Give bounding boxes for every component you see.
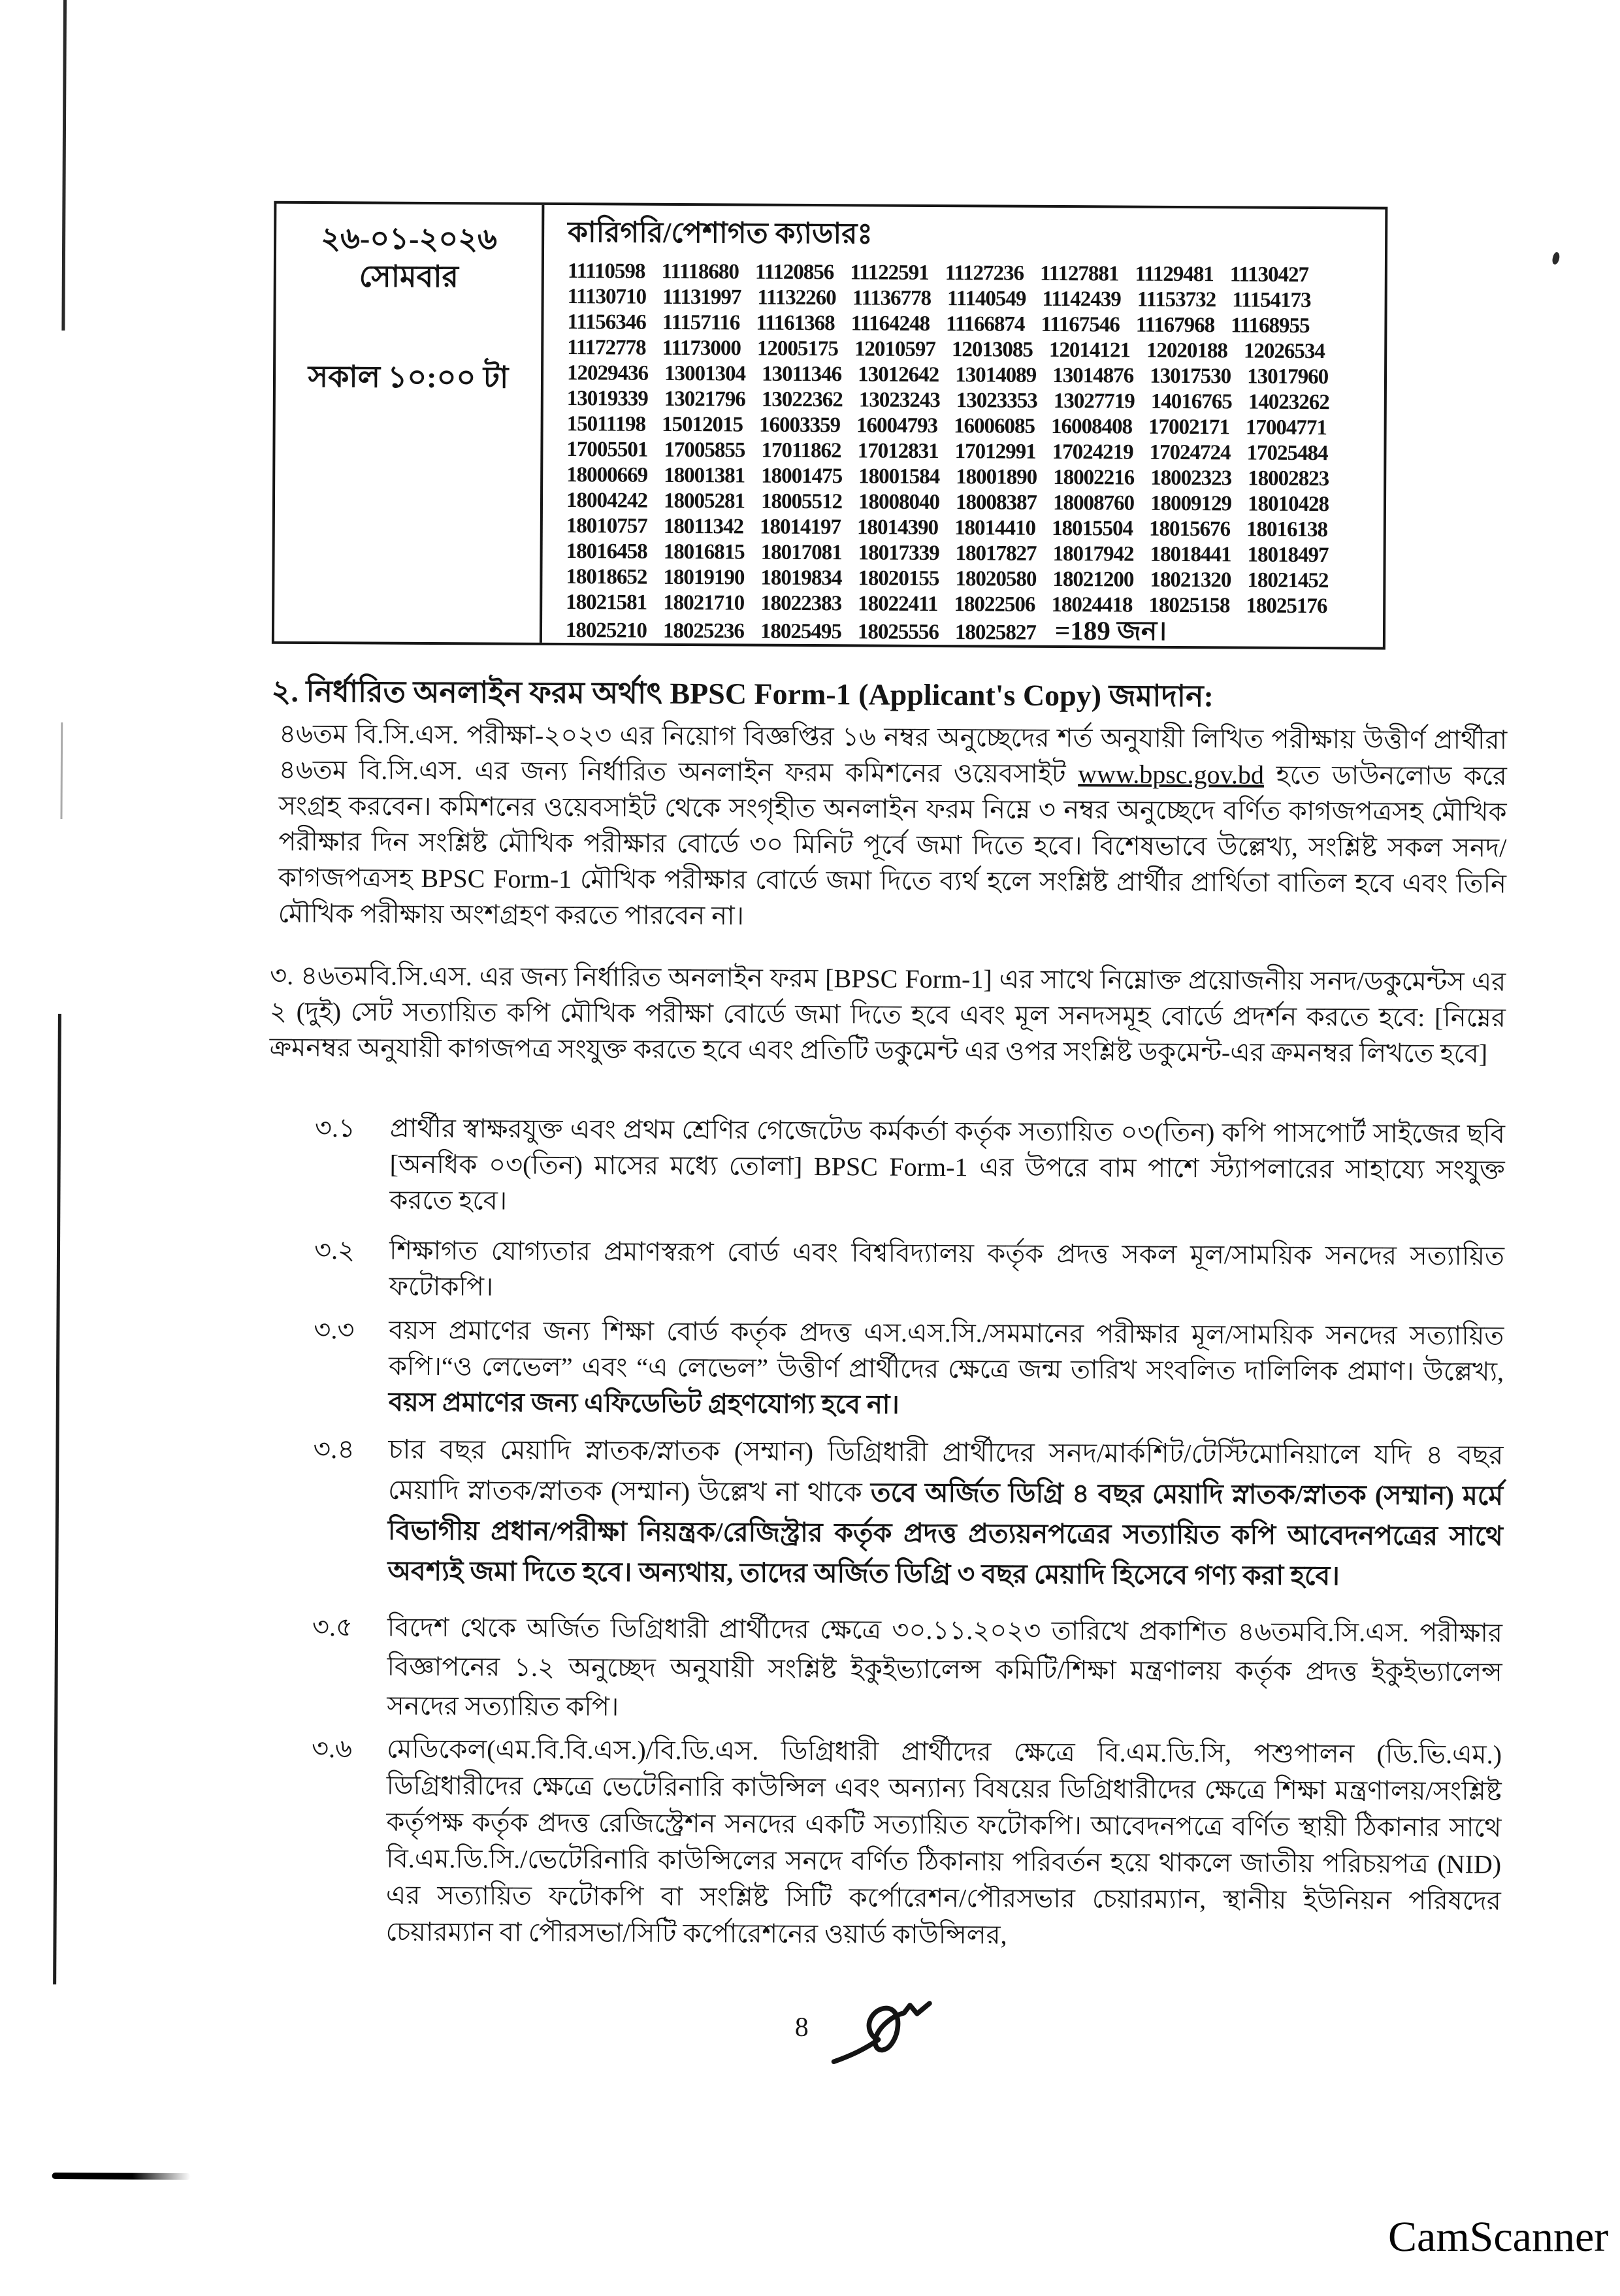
roll-number: 11120856 (754, 260, 834, 285)
text-segment: হতে ডাউনলোড করে সংগ্রহ করবেন। কমিশনের ওয়েবসাইট থেকে সংগৃহীত অনলাইন ফরম নিম্নে ৩ নম্বর অনুচ্ছেদে বর্ণিত কাগজপত্রসহ মৌখিক পরীক্ষার দিন সংশ্লিষ্ট মৌখিক পরীক্ষার বোর্ডে ৩০ মিনিট পূর্বে জমা দিতে হবে। বিশেষভাবে উল্লেখ্য, সংশ্লিষ্ট সকল সনদ/কাগজপত্রসহ (278, 760, 1507, 893)
roll-number: 12029436 (566, 361, 649, 385)
camscanner-brand-text: CamScanner (1388, 2212, 1609, 2261)
roll-number: 11132260 (757, 285, 836, 310)
roll-number: 18021320 (1150, 568, 1231, 592)
roll-number: 11161368 (756, 311, 835, 336)
roll-number: 18001584 (858, 464, 940, 489)
section-2-paragraph (278, 716, 1508, 938)
roll-number-row (566, 462, 1377, 492)
roll-number: 18021710 (663, 590, 745, 615)
roll-number: 11156346 (567, 310, 646, 334)
roll-number: 17025484 (1246, 441, 1328, 466)
roll-number: 16008408 (1050, 414, 1133, 439)
roll-number-row (566, 590, 1376, 619)
page-number: 8 (794, 2012, 809, 2043)
roll-number: 11127881 (1039, 261, 1119, 286)
roll-number: 11130427 (1229, 263, 1309, 287)
roll-number: 18024418 (1051, 592, 1133, 617)
item-3-5 (266, 1608, 1502, 1732)
item-3-4-text (387, 1429, 1503, 1597)
roll-number: 18016138 (1246, 517, 1328, 542)
scan-edge-line-bottom (53, 1014, 61, 1984)
roll-number: 17012991 (954, 440, 1036, 464)
roll-number: 11173000 (662, 336, 741, 361)
signature-scribble (828, 1997, 943, 2077)
roll-number: 18020580 (955, 567, 1037, 591)
roll-number: 18016458 (566, 540, 647, 564)
roll-number: 18025556 (857, 620, 939, 645)
text-segment: জমাদান: (1101, 679, 1214, 713)
item-3-4-number: ৩.৪ (313, 1434, 355, 1464)
roll-number: 16003359 (758, 413, 841, 438)
roll-number: 17011862 (761, 438, 841, 463)
roll-number: 12013085 (951, 338, 1033, 362)
roll-number: 18014410 (954, 516, 1036, 540)
roll-number: 18001381 (664, 463, 745, 488)
roll-number: 17024219 (1052, 440, 1133, 464)
scan-ink-speck (1551, 251, 1561, 265)
roll-number: 12026534 (1243, 339, 1325, 364)
roll-number: 18002216 (1053, 465, 1135, 490)
roll-number: 15011198 (566, 412, 646, 436)
roll-number: 11154173 (1232, 288, 1311, 313)
roll-number: 17012831 (857, 439, 939, 464)
text-segment: মেডিকেল(এম.বি.বি.এস.)/বি.ডি.এস. ডিগ্রিধারী প্রার্থীদের ক্ষেত্রে বি.এম.ডি.সি, পশুপালন (ডি.ভি.এম.) ডিগ্রিধারীদের ক্ষেত্রে ভেটেরিনারি কাউন্সিল এবং অন্যান্য বিষয়ের ডিগ্রিধারীদের ক্ষেত্রে শিক্ষা মন্ত্রণালয়/সংশ্লিষ্ট কর্তৃপক্ষ কর্তৃক প্রদত্ত রেজিস্ট্রেশন সনদের একটি সত্যায়িত ফটোকপি। আবেদনপত্রে বর্ণিত স্থায়ী ঠিকানার সাথে বি.এম.ডি.সি./ভেটেরিনারি কাউন্সিলের সনদে বর্ণিত ঠিকানায় পরিবর্তন হয়ে থাকলে জাতীয় পরিচয়পত্র (386, 1734, 1502, 1879)
item-3-1 (268, 1110, 1505, 1224)
item-3-3 (268, 1312, 1504, 1426)
text-segment: চার বছর মেয়াদি স্নাতক/স্নাতক (সম্মান) ডিগ্রিধারী প্রার্থীদের সনদ/মার্কশিট/টেস্টিমোনিয়ালে যদি ৪ বছর মেয়াদি স্নাতক/স্নাতক (সম্মান) উল্লেখ না থাকে (387, 1434, 1504, 1508)
roll-number-list (566, 259, 1378, 647)
text-segment: [BPSC Form-1] (825, 963, 992, 994)
cs-initials: CS (1318, 2215, 1363, 2250)
roll-number: 18015504 (1051, 516, 1133, 541)
roll-number: 13017530 (1150, 364, 1231, 389)
roll-number: 18025495 (760, 619, 842, 644)
text-segment: ৩. ৪৬তমবি.সি.এস. এর জন্য নির্ধারিত অনলাইন ফরম (270, 960, 826, 994)
text-segment: মৌখিক পরীক্ষার বোর্ডে জমা দিতে ব্যর্থ হলে সংশ্লিষ্ট প্রার্থীর প্রার্থিতা বাতিল হবে এবং তিনি মৌখিক পরীক্ষায় অংশগ্রহণ করতে পারবেন না। (278, 864, 1507, 931)
exam-day: সোমবার (359, 259, 459, 294)
roll-number: 18001475 (761, 464, 843, 489)
text-segment: শিক্ষাগত যোগ্যতার প্রমাণস্বরূপ বোর্ড এবং বিশ্ববিদ্যালয় কর্তৃক প্রদত্ত সকল মূল/সাময়িক সনদের সত্যায়িত ফটোকপি। (389, 1235, 1505, 1302)
roll-number: 12010597 (854, 337, 936, 362)
page-footer (794, 2007, 991, 2086)
roll-number: 18021452 (1247, 568, 1329, 593)
text-segment: ৪৬তম বি.সি.এস. পরীক্ষা-২০২৩ এর নিয়োগ বিজ্ঞপ্তির ১৬ নম্বর অনুচ্ছেদের শর্ত অনুযায়ী লিখিত পরীক্ষায় উত্তীর্ণ প্রার্থীরা ৪৬তম বি.সি.এস. এর জন্য নির্ধারিত অনলাইন ফরম কমিশনের ওয়েবসাইট (278, 719, 1508, 789)
roll-number: 18004242 (566, 489, 648, 513)
text-segment: BPSC Form-1 (421, 863, 572, 894)
exam-schedule-table (272, 201, 1388, 650)
roll-number: 11172778 (567, 336, 646, 360)
roll-number: 13012642 (858, 363, 939, 387)
roll-number: 17005855 (664, 438, 745, 462)
roll-number: 11131997 (662, 285, 741, 310)
section-2-heading (271, 669, 1214, 724)
text-segment: BPSC Form-1 (Applicant's Copy) (670, 676, 1102, 713)
roll-number: 18008040 (858, 490, 940, 515)
roll-number: 18014390 (856, 515, 939, 540)
roll-number: 18019834 (760, 566, 842, 590)
exam-date: ২৬-০১-২০২৬ (321, 221, 498, 256)
item-3-3-text (389, 1312, 1504, 1426)
roll-number: 18025236 (662, 619, 745, 643)
roll-number: 15012015 (661, 412, 743, 437)
item-3-2 (268, 1232, 1505, 1310)
scan-corner-mark (52, 2173, 191, 2180)
roll-number: 11157116 (662, 310, 740, 335)
roll-number: 11122591 (850, 261, 929, 285)
roll-number: 18022383 (760, 591, 842, 616)
roll-number: 17005501 (566, 438, 648, 462)
roll-number: 17002171 (1148, 415, 1230, 440)
roll-number: 18022506 (954, 592, 1035, 617)
roll-number: 11118680 (661, 259, 739, 284)
roll-number: 18018497 (1247, 543, 1329, 568)
roll-number: 16004793 (856, 413, 938, 438)
item-3-4 (267, 1429, 1503, 1597)
item-3-1-text (389, 1110, 1505, 1224)
roll-number-row (566, 513, 1377, 543)
roll-number-row (567, 361, 1378, 390)
roll-number: 13001304 (664, 361, 746, 386)
roll-number: 18005281 (663, 489, 745, 513)
roll-number: 13017960 (1247, 364, 1329, 389)
roll-number-row (566, 437, 1377, 466)
exam-time: সকাল ১০:০০ টা (308, 359, 509, 395)
roll-number: 18009129 (1150, 491, 1232, 516)
roll-number: 11140549 (947, 287, 1026, 311)
item-3-6-text (385, 1731, 1502, 1956)
text-segment: (NID) (1437, 1849, 1502, 1879)
roll-number-row (566, 615, 1376, 647)
roll-number: 13014089 (955, 363, 1037, 387)
roll-number: 14016765 (1150, 389, 1232, 414)
scan-edge-line-middle (60, 722, 63, 819)
item-3-3-number: ৩.৩ (314, 1315, 355, 1345)
roll-number-row (566, 564, 1376, 594)
candidate-total-count: =189 জন। (1054, 615, 1167, 646)
item-3-6 (265, 1730, 1502, 1956)
roll-number: 18011342 (663, 514, 744, 539)
roll-number: 13021796 (664, 387, 745, 412)
roll-number: 18018652 (566, 565, 647, 589)
roll-number: 18017339 (858, 541, 939, 566)
roll-number: 11127236 (945, 261, 1024, 285)
roll-number: 18025176 (1246, 594, 1327, 619)
roll-number: 18002823 (1248, 466, 1329, 491)
section-3-items (265, 1110, 1505, 1956)
text-segment: www.bpsc.gov.bd (1078, 759, 1265, 790)
roll-number: 13023353 (956, 389, 1037, 413)
text-segment: তবে অর্জিত ডিগ্রি ৪ বছর মেয়াদি স্নাতক/স্নাতক (সম্মান) মর্মে বিভাগীয় প্রধান/পরীক্ষা নিয়ন্ত্রক/রেজিস্ট্রার কর্তৃক প্রদত্ত প্রত্যয়নপত্রের সত্যায়িত কপি আবেদনপত্রের সাথে অবশ্যই জমা দিতে হবে। অন্যথায়, তাদের অর্জিত ডিগ্রি ৩ বছর মেয়াদি হিসেবে গণ্য করা হবে। (387, 1477, 1504, 1591)
item-3-5-text (387, 1608, 1502, 1732)
text-segment: বয়স প্রমাণের জন্য শিক্ষা বোর্ড কর্তৃক প্রদত্ত এস.এস.সি./সমমানের পরীক্ষার মূল/সাময়িক সনদের সত্যায়িত কপি।“ও লেভেল” এবং “এ লেভেল” উত্তীর্ণ প্রার্থীদের ক্ষেত্রে জন্ম তারিখ সংবলিত দালিলিক প্রমাণ। উল্লেখ্য, (388, 1315, 1504, 1387)
text-segment: বয়স প্রমাণের জন্য এফিডেভিট গ্রহণযোগ্য হবে না। (388, 1387, 899, 1419)
roll-number: 11167546 (1041, 312, 1120, 337)
section-3-intro (269, 958, 1506, 1072)
roll-number: 18002323 (1150, 466, 1232, 491)
roll-number: 18020155 (858, 566, 939, 591)
roll-number: 18010428 (1247, 492, 1329, 517)
scan-edge-line-top (61, 0, 67, 331)
roll-number: 16006085 (953, 414, 1035, 438)
roll-number: 12005175 (756, 336, 839, 361)
roll-number: 13027719 (1053, 389, 1135, 413)
roll-number: 11168955 (1231, 314, 1310, 338)
text-segment: BPSC Form-1 (813, 1152, 968, 1182)
roll-number: 17004771 (1245, 415, 1327, 440)
roll-number-row (567, 412, 1378, 441)
roll-number: 13011346 (761, 362, 842, 387)
item-3-1-number: ৩.১ (314, 1113, 356, 1143)
text-segment: বিদেশ থেকে অর্জিত ডিগ্রিধারী প্রার্থীদের ক্ষেত্রে ৩০.১১.২০২৩ তারিখে প্রকাশিত ৪৬তমবি.সি.এস. পরীক্ষার বিজ্ঞাপনের ১.২ অনুচ্ছেদ অনুযায়ী সংশ্লিষ্ট ইকুইভ্যালেন্স কমিটি/শিক্ষা মন্ত্রণালয় কর্তৃক প্রদত্ত ইকুইভ্যালেন্স সনদের সত্যায়িত কপি। (387, 1612, 1503, 1722)
roll-number: 18010757 (566, 514, 647, 538)
roll-number-row (567, 310, 1378, 339)
text-segment: এর উপরে বাম পাশে স্ট্যাপলারের সাহায্যে সংযুক্ত করতে হবে। (389, 1152, 1505, 1216)
roll-number: 18021200 (1052, 567, 1134, 592)
roll-number: 18001890 (956, 465, 1037, 489)
camscanner-logo-icon (1309, 2206, 1371, 2268)
roll-number: 11129481 (1135, 262, 1214, 287)
roll-number: 11136778 (852, 286, 932, 310)
roll-number: 11130710 (567, 285, 647, 309)
roll-number-row (566, 488, 1377, 517)
roll-number: 12014121 (1048, 338, 1131, 363)
roll-number: 18017081 (760, 540, 842, 565)
item-3-5-number: ৩.৫ (312, 1612, 353, 1642)
text-segment: প্রার্থীর স্বাক্ষরযুক্ত এবং প্রথম শ্রেণির গেজেটেড কর্মকর্তা কর্তৃক সত্যায়িত ০৩(তিন) কপি পাসপোর্ট সাইজের ছবি [অনধিক ০৩(তিন) মাসের মধ্যে তোলা] (389, 1113, 1506, 1182)
item-3-2-number: ৩.২ (314, 1235, 355, 1265)
roll-number: 18005512 (760, 489, 843, 514)
roll-number: 11153732 (1137, 287, 1216, 312)
roll-number: 18025827 (954, 621, 1037, 645)
roll-number: 11142439 (1042, 287, 1121, 312)
roll-number: 11167968 (1135, 313, 1215, 338)
roll-number-row (568, 259, 1378, 288)
exam-datetime-cell (274, 204, 545, 643)
roll-number: 11110598 (567, 259, 645, 283)
text-segment: ২. নির্ধারিত অনলাইন ফরম অর্থাৎ (271, 674, 670, 710)
roll-number: 13019339 (566, 387, 648, 411)
roll-number: 11166874 (945, 312, 1025, 336)
roll-number-row (567, 335, 1378, 364)
roll-number-row (568, 284, 1378, 314)
roll-number: 18025210 (565, 619, 647, 643)
roll-number-row (566, 539, 1377, 568)
roll-number-row (567, 386, 1378, 415)
roll-number: 18018441 (1150, 542, 1231, 567)
roll-number: 18015676 (1148, 517, 1231, 542)
text-segment: এর সত্যায়িত ফটোকপি বা সংশ্লিষ্ট সিটি কর্পোরেশন/পৌরসভার চেয়ারম্যান, স্থানীয় ইউনিয়ন পরিষদের চেয়ারম্যান বা পৌরসভা/সিটি কর্পোরেশনের ওয়ার্ড কাউন্সিলর, (385, 1880, 1501, 1950)
roll-number: 18014197 (759, 515, 841, 540)
cadre-roll-cell (542, 205, 1385, 647)
roll-number: 13023243 (858, 388, 940, 413)
roll-number: 18021581 (566, 590, 647, 615)
cadre-heading: কারিগরি/পেশাগত ক্যাডারঃ (568, 216, 873, 250)
roll-number: 18016815 (663, 540, 745, 564)
roll-number: 18008760 (1052, 491, 1135, 515)
roll-number: 13014876 (1052, 363, 1134, 388)
roll-number: 13022362 (761, 387, 843, 412)
roll-number: 17024724 (1149, 440, 1231, 465)
item-3-2-text (389, 1233, 1505, 1310)
roll-number: 18017827 (955, 542, 1037, 566)
roll-number: 18022411 (858, 592, 938, 617)
roll-number: 18019190 (663, 565, 745, 590)
roll-number: 18017942 (1052, 542, 1134, 566)
roll-number: 18008387 (955, 491, 1037, 515)
cs-accent-bar (1309, 2257, 1371, 2268)
roll-number: 18000669 (566, 463, 648, 487)
text-segment: এর সাথে নিম্নোক্ত প্রয়োজনীয় সনদ/ডকুমেন্টস এর ২ (দুই) সেট সত্যায়িত কপি মৌখিক পরীক্ষা বোর্ডে জমা দিতে হবে এবং মূল সনদসমূহ বোর্ডে প্রদর্শন করতে হবে: [নিম্নের ক্রমনম্বর অনুযায়ী কাগজপত্র সংযুক্ত করতে হবে এবং প্রতিটি ডকুমেন্ট এর ওপর সংশ্লিষ্ট ডকুমেন্ট-এর ক্রমনম্বর লিখতে হবে] (269, 964, 1506, 1069)
camscanner-watermark (1309, 2206, 1608, 2268)
item-3-6-number: ৩.৬ (311, 1734, 353, 1764)
roll-number: 11164248 (850, 312, 930, 336)
roll-number: 14023262 (1248, 390, 1329, 415)
roll-number: 18025158 (1148, 593, 1230, 618)
roll-number: 12020188 (1146, 338, 1228, 363)
